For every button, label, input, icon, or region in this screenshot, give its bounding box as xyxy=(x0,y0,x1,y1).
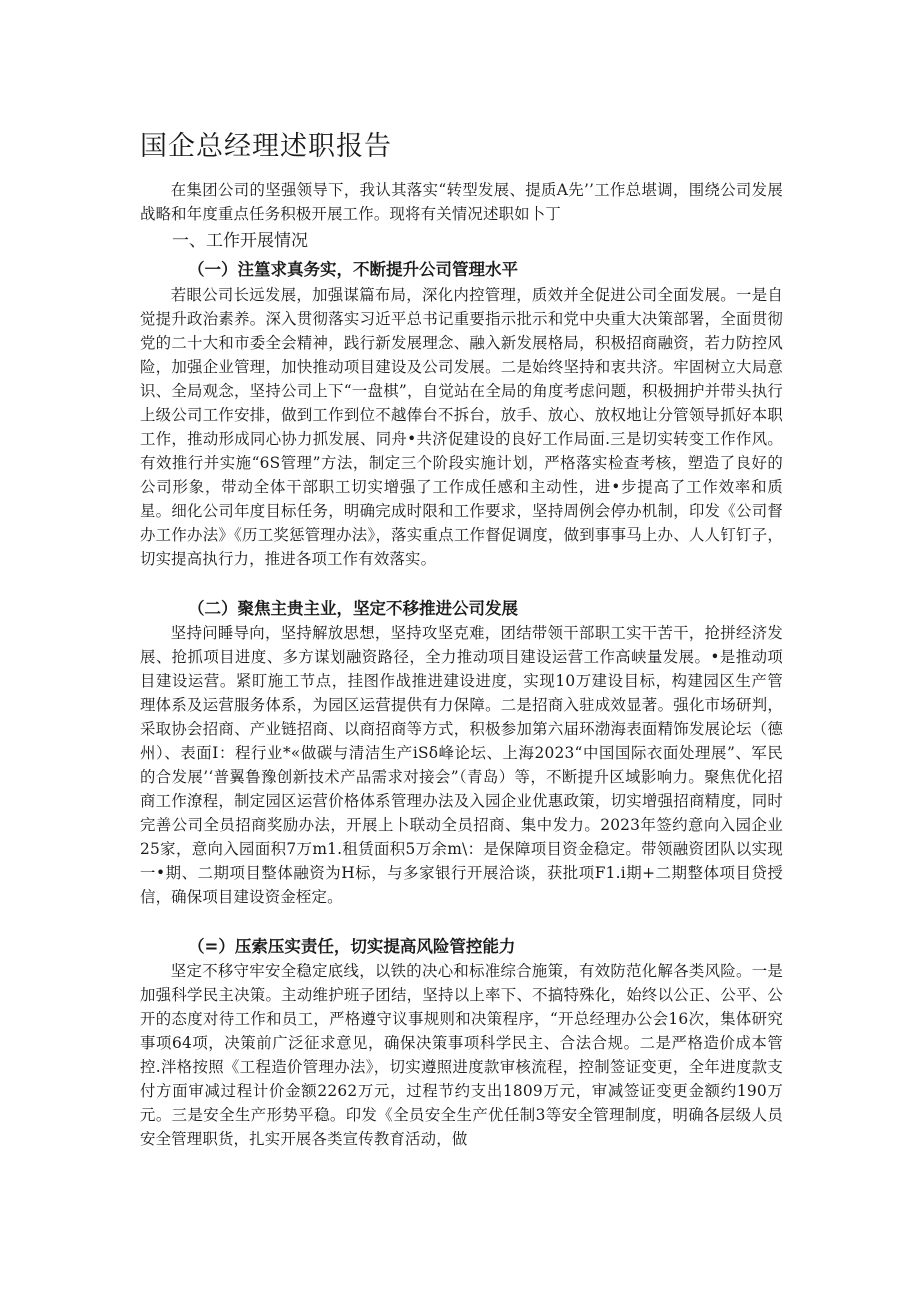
subsection-heading-1: （一）注篁求真务实，不断提升公司管理水平 xyxy=(188,260,518,279)
document-title: 国企总经理述职报告 xyxy=(140,131,392,162)
subsection-heading-3: （=）压索压实责任，切实提高风险管控能力 xyxy=(188,937,516,956)
intro-paragraph: 在集团公司的坚强领导下，我认其落实“转型发展、提质A先’’工作总堪调，围绕公司发展战略和年度重点任务积极开展工作。现将有关情况述职如卜丁 xyxy=(140,181,783,223)
subsection-heading-2: （二）聚焦主贵主业，坚定不移推进公司发展 xyxy=(188,599,518,618)
subsection-body-1: 若眼公司长远发展，加强谋篇布局，深化内控管理，质效并全促进公司全面发展。一是自觉提升政治素养。深入贯彻落实习近平总书记重要指示批示和党中央重大决策部署，全面贯彻党的二十大和市委全会精神，践行新发展理念、融入新发展格局，积极招商融资，若力防控风险，加强企业管理，加快推动项目建设及公司发展。二是始终坚持和衷共济。牢固树立大局意识、全局观念，坚持公司上下“一盘棋”，自觉站在全局的角度考虑问题，积极拥护并带头执行上级公司工作安排，做到工作到位不越俸台不拆台，放手、放心、放权地让分管领导抓好本职工作，推动形成同心协力抓发展、同舟•共济促建设的良好工作局面.三是切实转变工作作风。有效推行并实施“6S管理”方法，制定三个阶段实施计划，严格落实检查考核，塑造了良好的公司形象，带动全体干部职工切实增强了工作成任感和主动性，进•步提高了工作效率和质星。细化公司年度目标任务，明确完成时限和工作要求，坚持周例会停办机制，印发《公司督办工作办法》《历工奖惩管理办法》，落实重点工作督促调度，做到事事马上办、人人钉钉子，切实提高执行力，推进各项工作有效落实。 xyxy=(140,286,783,568)
subsection-body-3: 坚定不移守牢安全稳定底线，以铁的决心和标准综合施策，有效防范化解各类风险。一是加强科学民主决策。主动维护班子团结，坚持以上率下、不搞特殊化，始终以公正、公平、公开的态度对待工作和员工，严格遵守议事规则和决策程序，“开总经理办公会16次，集体研究事项64项，决策前广泛征求意见，确保决策事项科学民主、合法合规。二是严格造价成本管控.泮格按照《工程造价管理办法》，切实遵照进度款审核流程，控制签证变更，全年进度款支付方面审减过程计价金额2262万元，过程节约支出1809万元，审减签证变更金额约190万元。三是安全生产形势平稳。印发《全员安全生产优任制3等安全管理制度，明确各层级人员安全管理职货，扎实开展各类宣传教育活动，做 xyxy=(140,962,783,1148)
section-heading-1: 一、工作开展情况 xyxy=(172,231,308,251)
subsection-body-2: 坚持问睡导向，坚持解放思想，坚持攻坚克难，团结带领干部职工实干苦干，抢拼经济发展、抢抓项目进度、多方谋划融资路径，全力推动项目建设运营工作高峡量发展。•是推动项目建设运营。紧盯施工节点，挂图作战推进建设进度，实现10万建设目标，构建园区生产管理体系及运营服务体系，为园区运营提供有力保障。二是招商入驻成效显著。强化市场研判，采取协会招商、产业链招商、以商招商等方式，积极参加第六届环渤海表面精饰发展论坛（德州）、表面I：程行业*«做碳与清洁生产iSδ峰论坛、上海2023“中国国际衣面处理展”、军民的合发展’‘普翼鲁豫创新技术产品需求对接会”（青岛）等，不断提升区域影响力。聚焦优化招商工作潦程，制定园区运营价格体系管理办法及入园企业优惠政策，切实增强招商精度，同时完善公司全员招商奖励办法，开展上卜联动全员招商、集中发力。2023年签约意向入园企业25家，意向入园面积7万m1.租赁面积5万余m\：是保障项目资金稳定。带领融资团队以实现一•期、二期项目整体融资为H标，与多家银行开展洽谈，获批项F1.i期+二期整体项目贷授信，确保项目建设资金桎定。 xyxy=(140,624,783,906)
